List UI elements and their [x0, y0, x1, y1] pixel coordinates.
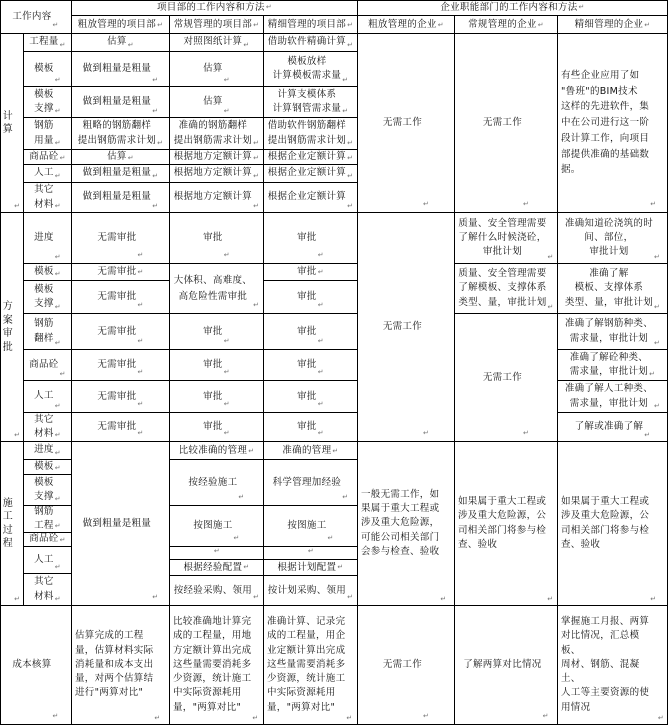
construction-normal-cell: 按经验施工 ↵: [170, 460, 264, 506]
review-normal-cell: 审批 ↵: [170, 350, 264, 381]
construction-normal-head: 比较准确的管理 ↵: [170, 442, 264, 460]
review-company-normal: 质量、安全管理需要 了解什么时候浇砼， 审批计划 ↵: [455, 213, 558, 264]
review-fine-cell: 审批 ↵: [264, 314, 358, 350]
review-fine-cell: 审批 ↵: [264, 281, 358, 314]
review-company-fine: 准确知道砼浇筑的时 间、部位， 审批计划 ↵: [558, 213, 668, 264]
construction-company-fine: 如果属于重大工程或 涉及重大危险源，公 司相关部门将参与检 查、验收 ↵: [558, 442, 668, 606]
cost-normal: 比较准确地计算完 成的工程量，用地 方定额计算出完成 这些量需要消耗多 少资源，统计施工 中实际资源耗用 量，"两算对比" ↵: [170, 606, 264, 725]
review-fine-cell: 审批 ↵: [264, 264, 358, 281]
calc-normal-cell: 对照图纸计算 ↵: [170, 34, 264, 52]
review-rough-cell: 无需审批 ↵: [72, 413, 170, 442]
calc-fine-cell: 根据企业定额计算 ↵: [264, 150, 358, 165]
construction-fine-cell: 按计划采购、领用 ↵: [264, 576, 358, 606]
calc-fine-cell: 计算支模体系 计算钢管需求量 ↵: [264, 87, 358, 118]
section-construction: 施 工 过 程 ↵: [0, 442, 24, 606]
section-review: 方 案 审 批 ↵: [0, 213, 24, 442]
cost-company-fine: 掌握施工月报、两算 对比情况，汇总模板、 周材、钢筋、混凝土、 人工等主要资源的使 用情况 ↵: [558, 606, 668, 725]
calc-fine-cell: 根据企业定额计算 ↵: [264, 183, 358, 213]
review-fine-cell: 审批 ↵: [264, 350, 358, 381]
rough-company-header: 粗放管理的企业 ↵: [358, 16, 455, 34]
review-fine-cell: 审批 ↵: [264, 381, 358, 413]
cost-company-normal: 了解两算对比情况 ↵: [455, 606, 558, 725]
review-rough-cell: 无需审批 ↵: [72, 281, 170, 314]
review-company-fine: 准确了解 模板、支撑体系 类型、量，审批计划 ↵: [558, 264, 668, 314]
construction-item: 模板 ↵: [24, 460, 72, 475]
construction-fine-cell: 科学管理加经验 ↵: [264, 460, 358, 506]
review-rough-cell: 无需审批 ↵: [72, 213, 170, 264]
review-normal-cell: 审批 ↵: [170, 213, 264, 264]
construction-normal-cell: 按图施工 ↵: [170, 506, 264, 547]
construction-item: 模板 支撑 ↵: [24, 475, 72, 506]
calc-item: 模板 ↵: [24, 52, 72, 87]
construction-fine-head: 准确的管理 ↵: [264, 442, 358, 460]
rough-project-header: 粗放管理的项目部 ↵: [72, 16, 170, 34]
calc-normal-cell: 根据地方定额计算 ↵: [170, 183, 264, 213]
review-company-rough: 无需工作 ↵: [358, 213, 455, 442]
review-item: 进度 ↵: [24, 213, 72, 264]
construction-fine-cell: 按图施工 ↵: [264, 506, 358, 547]
calc-company-fine: 有些企业应用了如 "鲁班"的BIM技术 这样的先进软件，集 中在公司进行这一阶 段计算工作，向项目 部提供准确的基础数 据。 ↵: [558, 34, 668, 213]
normal-project-header: 常规管理的项目部 ↵: [170, 16, 264, 34]
construction-normal-cell: 根据经验配置 ↵: [170, 560, 264, 576]
section-calc: 计 算 ↵: [0, 34, 24, 213]
fine-project-header: 精细管理的项目部 ↵: [264, 16, 358, 34]
calc-normal-cell: 准确的钢筋翻样 提出钢筋需求计划 ↵: [170, 118, 264, 150]
calc-item: 商品砼 ↵: [24, 150, 72, 165]
calc-company-rough: 无需工作 ↵: [358, 34, 455, 213]
review-item: 钢筋 翻样 ↵: [24, 314, 72, 350]
review-fine-cell: 审批 ↵: [264, 413, 358, 442]
review-company-normal: 无需工作 ↵: [455, 314, 558, 442]
project-dept-header: 项目部的工作内容和方法 ↵: [72, 0, 358, 16]
review-rough-cell: 无需审批 ↵: [72, 381, 170, 413]
review-item: 其它 材料 ↵: [24, 413, 72, 442]
calc-normal-cell: 根据地方定额计算 ↵: [170, 150, 264, 165]
construction-item: 商品砼 ↵: [24, 533, 72, 547]
calc-rough-cell: 做到粗量是粗量 ↵: [72, 87, 170, 118]
review-company-fine: 准确了解人工种类、 需求量，审批计划 ↵: [558, 381, 668, 413]
review-item: 商品砼 ↵: [24, 350, 72, 381]
company-dept-header: 企业职能部门的工作内容和方法 ↵: [358, 0, 668, 16]
calc-item: 其它 材料 ↵: [24, 183, 72, 213]
construction-item: 人工 ↵: [24, 547, 72, 574]
construction-item: 进度 ↵: [24, 442, 72, 460]
review-item: 人工 ↵: [24, 381, 72, 413]
review-company-normal: 质量、安全管理需要 了解模板、支撑体系 类型、量，审批计划 ↵: [455, 264, 558, 314]
fine-company-header: 精细管理的企业 ↵: [558, 16, 668, 34]
review-normal-cell: 审批 ↵: [170, 381, 264, 413]
construction-item: 其它 材料 ↵: [24, 574, 72, 606]
construction-normal-cell: [170, 547, 264, 560]
calc-normal-cell: 估算 ↵: [170, 87, 264, 118]
review-normal-cell: 审批 ↵: [170, 413, 264, 442]
cost-rough: 估算完成的工程 量，估算材料实际 消耗量和成本支出 量，对两个估算结 进行"两算对比" ↵: [72, 606, 170, 725]
calc-normal-cell: 估算 ↵: [170, 52, 264, 87]
calc-rough-cell: 做到粗量是粗量 ↵: [72, 52, 170, 87]
review-item: 模板 ↵: [24, 264, 72, 281]
construction-normal-cell: 按经验采购、领用 ↵: [170, 576, 264, 606]
review-rough-cell: 无需审批 ↵: [72, 314, 170, 350]
review-normal-merged: 大体积、高难度、 高危险性需审批 ↵: [170, 264, 264, 314]
review-normal-cell: 审批 ↵: [170, 314, 264, 350]
calc-rough-cell: 做到粗量是粗量 ↵: [72, 183, 170, 213]
construction-item: 钢筋 工程 ↵: [24, 506, 72, 533]
construction-company-rough: 一般无需工作，如 果属于重大工程或 涉及重大危险源， 可能公司相关部门 会参与检查、验收 ↵: [358, 442, 455, 606]
calc-item: 模板 支撑 ↵: [24, 87, 72, 118]
calc-fine-cell: 模板放样 计算模板需求量 ↵: [264, 52, 358, 87]
normal-company-header: 常规管理的企业 ↵: [455, 16, 558, 34]
calc-item: 人工 ↵: [24, 165, 72, 183]
review-rough-cell: 无需审批 ↵: [72, 264, 170, 281]
construction-company-normal: 如果属于重大工程或 涉及重大危险源，公 司相关部门将参与检 查、验收 ↵: [455, 442, 558, 606]
calc-rough-cell: 做到粗量是粗量 ↵: [72, 165, 170, 183]
work-content-header: 工作内容 ↵: [0, 0, 72, 34]
cost-fine: 准确计算、记录完 成的工程量，用企 业定额计算出完成 这些量需要消耗多 少资源，统计施工 中实际资源耗用 量，"两算对比" ↵: [264, 606, 358, 725]
calc-item: 工程量 ↵: [24, 34, 72, 52]
construction-rough: 做到粗量是粗量 ↵: [72, 442, 170, 606]
review-fine-cell: 审批 ↵: [264, 213, 358, 264]
section-cost: 成本核算 ↵: [0, 606, 72, 725]
calc-rough-cell: 估算 ↵: [72, 150, 170, 165]
calc-fine-cell: 借助软件钢筋翻样 提出钢筋需求计划 ↵: [264, 118, 358, 150]
review-company-fine: 了解或准确了解 ↵: [558, 413, 668, 442]
calc-rough-cell: 粗略的钢筋翻样 提出钢筋需求计划 ↵: [72, 118, 170, 150]
calc-item: 钢筋 用量 ↵: [24, 118, 72, 150]
calc-rough-cell: 估算 ↵: [72, 34, 170, 52]
calc-fine-cell: 借助软件精确计算 ↵: [264, 34, 358, 52]
cost-company-rough: 无需工作 ↵: [358, 606, 455, 725]
construction-fine-cell: [264, 547, 358, 560]
calc-normal-cell: 根据地方定额计算 ↵: [170, 165, 264, 183]
review-company-fine: 准确了解砼种类、 需求量，审批计划 ↵: [558, 350, 668, 381]
calc-fine-cell: 根据企业定额计算 ↵: [264, 165, 358, 183]
calc-company-normal: 无需工作 ↵: [455, 34, 558, 213]
review-rough-cell: 无需审批 ↵: [72, 350, 170, 381]
review-item: 模板 支撑 ↵: [24, 281, 72, 314]
construction-fine-cell: 根据计划配置 ↵: [264, 560, 358, 576]
review-company-fine: 准确了解钢筋种类、 需求量，审批计划 ↵: [558, 314, 668, 350]
